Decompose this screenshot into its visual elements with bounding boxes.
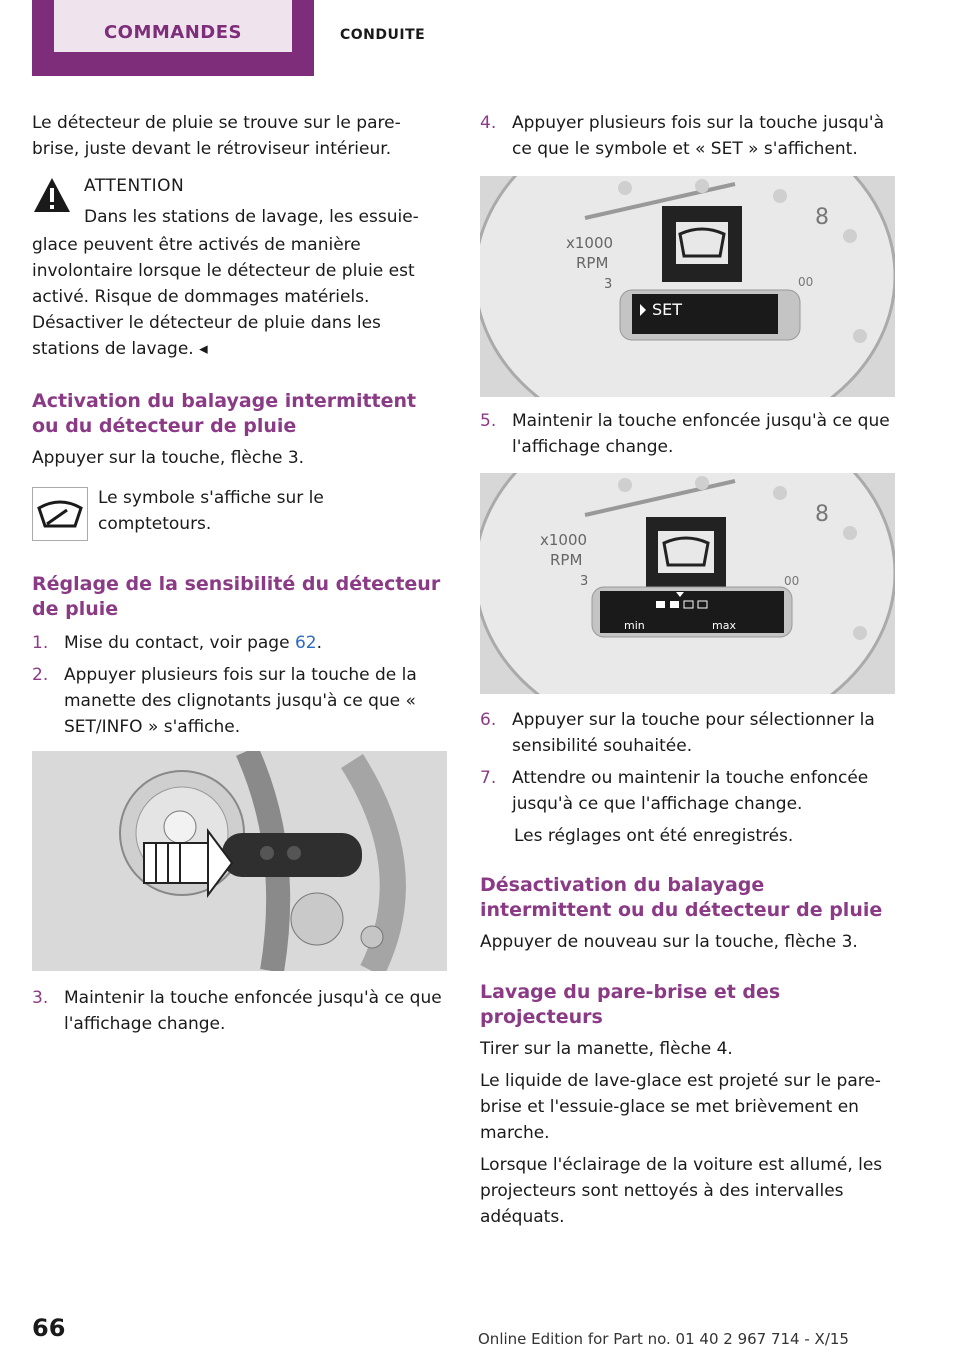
symbol-note: Le symbole s'affiche sur le comptetours. <box>98 488 324 534</box>
gauge-tick: 00 <box>798 275 814 289</box>
heading-activation: Activation du balayage intermittent ou du détecteur de pluie <box>32 390 417 437</box>
symbol-note-block <box>98 485 438 537</box>
warning-body <box>32 232 442 362</box>
warning-title: ATTENTION <box>84 176 185 196</box>
step-text: Mise du contact, voir page <box>64 633 295 653</box>
section-activation <box>32 389 442 471</box>
list-item-7 <box>480 765 900 817</box>
left-column <box>32 110 442 162</box>
rpm-label: x1000 <box>540 531 588 549</box>
steps-right-4 <box>480 110 900 162</box>
list-item-2 <box>32 662 442 740</box>
list-item-6 <box>480 707 900 759</box>
section-washing <box>480 980 900 1230</box>
warning-text: glace peuvent être activés de manière involontaire lorsque le détecteur de pluie est activé. Risque de dommages matériels. Désactiver le détecteur de pluie dans les stations de lavage. ◂ <box>32 235 415 359</box>
step-number: 6. <box>480 710 497 730</box>
max-label: max <box>712 619 736 632</box>
cluster-sensitivity-photo <box>480 473 895 694</box>
gauge-tick: 8 <box>815 502 829 527</box>
list-item-4 <box>480 110 900 162</box>
min-label: min <box>624 619 645 632</box>
activation-text: Appuyer sur la touche, flèche 3. <box>32 448 305 468</box>
set-display-text: SET <box>652 300 683 319</box>
gauge-tick: 8 <box>815 205 829 230</box>
washing-text-2: Le liquide de lave‐glace est projeté sur le pare‐brise et l'essuie‐glace se met brièvement en marche. <box>480 1071 881 1143</box>
list-item-5 <box>480 408 900 460</box>
intro-text: Le détecteur de pluie se trouve sur le pare‐brise, juste devant le rétroviseur intérieur. <box>32 113 401 159</box>
section-sensitivity <box>32 572 442 622</box>
step-text: Appuyer plusieurs fois sur la touche jusqu'à ce que le symbole et « SET » s'affichent. <box>512 113 885 159</box>
washing-text-3: Lorsque l'éclairage de la voiture est allumé, les projecteurs sont nettoyés à des intervalles adéquats. <box>480 1155 883 1227</box>
step-text: Appuyer plusieurs fois sur la touche de la manette des clignotants jusqu'à ce que « SET/INFO » s'affiche. <box>64 665 417 737</box>
gauge-tick: 00 <box>784 574 800 588</box>
step-text-end: . <box>316 633 322 653</box>
step-number: 5. <box>480 411 497 431</box>
heading-sensitivity: Réglage de la sensibilité du détecteur de pluie <box>32 573 441 620</box>
steps-left-1-2 <box>32 630 442 740</box>
steps-right-5 <box>480 408 900 460</box>
gauge-tick: 3 <box>604 277 613 292</box>
step-number: 4. <box>480 113 497 133</box>
deactivation-text: Appuyer de nouveau sur la touche, flèche 3. <box>480 932 858 952</box>
tab-commandes-label: COMMANDES <box>54 0 292 52</box>
rpm-label: RPM <box>550 551 583 569</box>
steps-right-6-7 <box>480 707 900 849</box>
gauge-tick: 3 <box>580 574 589 589</box>
step-number: 1. <box>32 633 49 653</box>
tab-commandes[interactable] <box>32 0 314 76</box>
steps-left-3 <box>32 985 442 1037</box>
warning-block <box>84 173 444 230</box>
edition-footer: Online Edition for Part no. 01 40 2 967 714 - X/15 <box>478 1330 849 1348</box>
step-text: Attendre ou maintenir la touche enfoncée jusqu'à ce que l'affichage change. <box>512 768 869 814</box>
washing-text-1: Tirer sur la manette, flèche 4. <box>480 1039 733 1059</box>
section-deactivation <box>480 873 900 955</box>
rpm-label: x1000 <box>566 234 614 252</box>
page-number: 66 <box>32 1314 66 1342</box>
warning-icon <box>32 176 72 216</box>
rpm-label: RPM <box>576 254 609 272</box>
heading-deactivation: Désactivation du balayage intermittent ou du détecteur de pluie <box>480 874 883 921</box>
page-link[interactable]: 62 <box>294 633 317 653</box>
lever-photo <box>32 751 447 971</box>
step-text: Maintenir la touche enfoncée jusqu'à ce que l'affichage change. <box>64 988 442 1034</box>
step7-note: Les réglages ont été enregistrés. <box>514 826 794 846</box>
tab-conduite[interactable]: CONDUITE <box>340 27 426 43</box>
heading-washing: Lavage du pare‐brise et des projecteurs <box>480 981 781 1028</box>
step-text: Maintenir la touche enfoncée jusqu'à ce que l'affichage change. <box>512 411 890 457</box>
cluster-set-photo <box>480 176 895 397</box>
step-text: Appuyer sur la touche pour sélectionner la sensibilité souhaitée. <box>512 710 875 756</box>
step-number: 2. <box>32 665 49 685</box>
list-item-1 <box>32 630 442 656</box>
warning-first-line: Dans les stations de lavage, les essuie‐ <box>84 207 419 227</box>
step-number: 7. <box>480 768 497 788</box>
step-number: 3. <box>32 988 49 1008</box>
wiper-icon <box>33 488 87 540</box>
wiper-symbol-box <box>32 487 88 541</box>
list-item-3 <box>32 985 442 1037</box>
